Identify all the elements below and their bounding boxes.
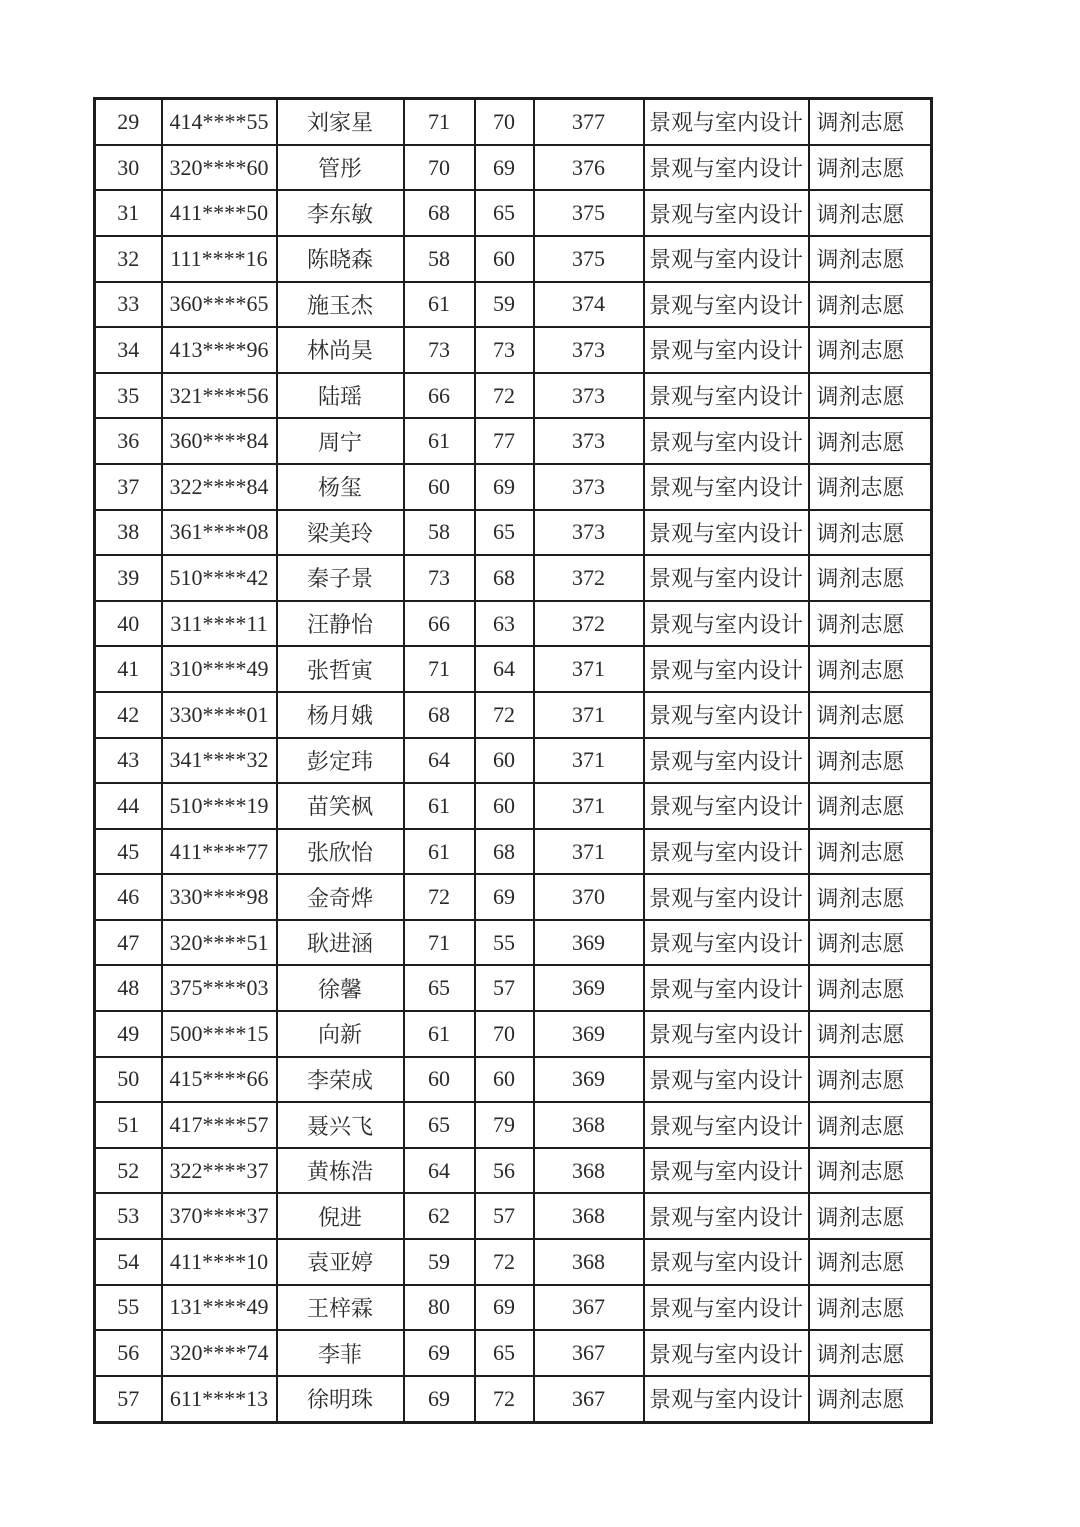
table-row [95,510,932,556]
cell-name: 徐馨 [277,965,404,1011]
cell-score_1: 61 [404,282,475,328]
cell-name: 耿进涵 [277,920,404,966]
cell-serial_number: 36 [95,418,162,464]
table-row [95,373,932,419]
cell-serial_number: 52 [95,1148,162,1194]
cell-admission_type: 调剂志愿 [809,145,932,191]
cell-score_2: 63 [475,601,534,647]
cell-admission_type: 调剂志愿 [809,99,932,145]
cell-total_score: 367 [534,1330,644,1376]
cell-score_1: 65 [404,965,475,1011]
cell-exam_id_masked: 321****56 [162,373,277,419]
cell-major: 景观与室内设计 [644,236,809,282]
cell-admission_type: 调剂志愿 [809,1148,932,1194]
cell-total_score: 371 [534,783,644,829]
cell-major: 景观与室内设计 [644,738,809,784]
cell-name: 金奇烨 [277,874,404,920]
cell-score_2: 68 [475,555,534,601]
table-row [95,190,932,236]
results-table [93,97,933,1424]
cell-name: 王梓霖 [277,1285,404,1331]
cell-total_score: 371 [534,692,644,738]
cell-serial_number: 30 [95,145,162,191]
cell-admission_type: 调剂志愿 [809,190,932,236]
table-row [95,965,932,1011]
cell-score_1: 69 [404,1330,475,1376]
cell-serial_number: 55 [95,1285,162,1331]
cell-serial_number: 29 [95,99,162,145]
table-row [95,1330,932,1376]
table-row [95,646,932,692]
table-row [95,829,932,875]
cell-score_2: 57 [475,965,534,1011]
table-row [95,1102,932,1148]
table-row [95,738,932,784]
cell-score_1: 70 [404,145,475,191]
cell-exam_id_masked: 361****08 [162,510,277,556]
cell-name: 彭定玮 [277,738,404,784]
cell-total_score: 372 [534,555,644,601]
table-row [95,1148,932,1194]
cell-total_score: 374 [534,282,644,328]
cell-major: 景观与室内设计 [644,1057,809,1103]
table-row [95,236,932,282]
cell-exam_id_masked: 320****60 [162,145,277,191]
table-row [95,1011,932,1057]
cell-total_score: 368 [534,1102,644,1148]
cell-admission_type: 调剂志愿 [809,920,932,966]
cell-score_1: 65 [404,1102,475,1148]
cell-serial_number: 34 [95,327,162,373]
cell-score_1: 61 [404,783,475,829]
cell-score_2: 72 [475,1239,534,1285]
cell-serial_number: 57 [95,1376,162,1423]
cell-score_2: 65 [475,1330,534,1376]
cell-admission_type: 调剂志愿 [809,1011,932,1057]
cell-score_2: 64 [475,646,534,692]
cell-major: 景观与室内设计 [644,646,809,692]
cell-major: 景观与室内设计 [644,190,809,236]
cell-major: 景观与室内设计 [644,1285,809,1331]
cell-serial_number: 49 [95,1011,162,1057]
cell-total_score: 368 [534,1148,644,1194]
cell-exam_id_masked: 500****15 [162,1011,277,1057]
cell-major: 景观与室内设计 [644,601,809,647]
cell-serial_number: 48 [95,965,162,1011]
cell-exam_id_masked: 411****10 [162,1239,277,1285]
cell-score_2: 65 [475,510,534,556]
cell-major: 景观与室内设计 [644,920,809,966]
cell-admission_type: 调剂志愿 [809,236,932,282]
cell-score_2: 69 [475,145,534,191]
cell-major: 景观与室内设计 [644,1102,809,1148]
table-row [95,282,932,328]
cell-score_1: 61 [404,829,475,875]
table-row [95,99,932,145]
cell-major: 景观与室内设计 [644,1239,809,1285]
cell-score_1: 60 [404,1057,475,1103]
cell-major: 景观与室内设计 [644,327,809,373]
cell-major: 景观与室内设计 [644,1011,809,1057]
cell-name: 李菲 [277,1330,404,1376]
cell-admission_type: 调剂志愿 [809,510,932,556]
cell-admission_type: 调剂志愿 [809,464,932,510]
cell-serial_number: 43 [95,738,162,784]
cell-name: 刘家星 [277,99,404,145]
cell-score_1: 72 [404,874,475,920]
cell-total_score: 376 [534,145,644,191]
cell-name: 苗笑枫 [277,783,404,829]
cell-total_score: 367 [534,1376,644,1423]
cell-admission_type: 调剂志愿 [809,1239,932,1285]
cell-serial_number: 40 [95,601,162,647]
cell-total_score: 373 [534,464,644,510]
table-row [95,1193,932,1239]
cell-exam_id_masked: 320****74 [162,1330,277,1376]
cell-serial_number: 37 [95,464,162,510]
cell-total_score: 371 [534,738,644,784]
cell-major: 景观与室内设计 [644,874,809,920]
cell-score_2: 56 [475,1148,534,1194]
cell-name: 张哲寅 [277,646,404,692]
cell-serial_number: 42 [95,692,162,738]
cell-score_1: 58 [404,510,475,556]
cell-exam_id_masked: 341****32 [162,738,277,784]
cell-admission_type: 调剂志愿 [809,783,932,829]
cell-score_2: 60 [475,738,534,784]
cell-score_2: 59 [475,282,534,328]
cell-major: 景观与室内设计 [644,1376,809,1423]
cell-admission_type: 调剂志愿 [809,282,932,328]
cell-exam_id_masked: 111****16 [162,236,277,282]
cell-name: 林尚昊 [277,327,404,373]
cell-score_2: 69 [475,464,534,510]
cell-major: 景观与室内设计 [644,555,809,601]
cell-exam_id_masked: 413****96 [162,327,277,373]
cell-serial_number: 33 [95,282,162,328]
cell-score_2: 60 [475,236,534,282]
cell-exam_id_masked: 310****49 [162,646,277,692]
cell-exam_id_masked: 411****77 [162,829,277,875]
cell-score_1: 66 [404,373,475,419]
cell-total_score: 377 [534,99,644,145]
cell-admission_type: 调剂志愿 [809,1057,932,1103]
cell-total_score: 369 [534,965,644,1011]
cell-score_1: 71 [404,920,475,966]
cell-score_1: 59 [404,1239,475,1285]
cell-name: 管彤 [277,145,404,191]
cell-admission_type: 调剂志愿 [809,1193,932,1239]
cell-serial_number: 35 [95,373,162,419]
cell-score_2: 79 [475,1102,534,1148]
cell-total_score: 375 [534,236,644,282]
cell-score_2: 57 [475,1193,534,1239]
cell-admission_type: 调剂志愿 [809,965,932,1011]
cell-name: 黄栋浩 [277,1148,404,1194]
cell-name: 李荣成 [277,1057,404,1103]
cell-admission_type: 调剂志愿 [809,874,932,920]
cell-score_2: 73 [475,327,534,373]
table-row [95,555,932,601]
cell-total_score: 373 [534,373,644,419]
cell-admission_type: 调剂志愿 [809,1376,932,1423]
cell-major: 景观与室内设计 [644,1330,809,1376]
cell-score_2: 77 [475,418,534,464]
table-row [95,1376,932,1423]
cell-total_score: 373 [534,327,644,373]
cell-exam_id_masked: 414****55 [162,99,277,145]
cell-major: 景观与室内设计 [644,464,809,510]
cell-score_1: 61 [404,1011,475,1057]
cell-serial_number: 54 [95,1239,162,1285]
cell-serial_number: 56 [95,1330,162,1376]
cell-exam_id_masked: 370****37 [162,1193,277,1239]
cell-serial_number: 39 [95,555,162,601]
cell-major: 景观与室内设计 [644,99,809,145]
cell-total_score: 368 [534,1239,644,1285]
cell-serial_number: 41 [95,646,162,692]
cell-score_1: 71 [404,99,475,145]
cell-name: 徐明珠 [277,1376,404,1423]
cell-name: 倪进 [277,1193,404,1239]
table-row [95,1239,932,1285]
cell-name: 李东敏 [277,190,404,236]
cell-score_1: 66 [404,601,475,647]
cell-score_2: 55 [475,920,534,966]
cell-admission_type: 调剂志愿 [809,646,932,692]
cell-admission_type: 调剂志愿 [809,692,932,738]
cell-exam_id_masked: 417****57 [162,1102,277,1148]
cell-name: 秦子景 [277,555,404,601]
cell-exam_id_masked: 322****37 [162,1148,277,1194]
table-row [95,692,932,738]
table-row [95,418,932,464]
cell-total_score: 370 [534,874,644,920]
cell-score_2: 69 [475,1285,534,1331]
cell-score_1: 71 [404,646,475,692]
cell-name: 陆瑶 [277,373,404,419]
cell-score_1: 68 [404,190,475,236]
cell-exam_id_masked: 375****03 [162,965,277,1011]
cell-score_2: 72 [475,1376,534,1423]
cell-admission_type: 调剂志愿 [809,601,932,647]
cell-name: 周宁 [277,418,404,464]
cell-total_score: 367 [534,1285,644,1331]
cell-serial_number: 31 [95,190,162,236]
cell-score_2: 68 [475,829,534,875]
cell-major: 景观与室内设计 [644,783,809,829]
cell-exam_id_masked: 360****65 [162,282,277,328]
cell-total_score: 373 [534,510,644,556]
cell-score_1: 58 [404,236,475,282]
table-row [95,464,932,510]
cell-name: 汪静怡 [277,601,404,647]
cell-score_2: 65 [475,190,534,236]
results-table-body [95,99,932,1423]
cell-score_1: 69 [404,1376,475,1423]
cell-serial_number: 47 [95,920,162,966]
cell-serial_number: 44 [95,783,162,829]
table-row [95,783,932,829]
cell-score_2: 69 [475,874,534,920]
cell-total_score: 371 [534,829,644,875]
table-row [95,601,932,647]
cell-exam_id_masked: 131****49 [162,1285,277,1331]
table-row [95,874,932,920]
cell-score_2: 60 [475,783,534,829]
cell-serial_number: 32 [95,236,162,282]
table-row [95,920,932,966]
cell-total_score: 375 [534,190,644,236]
cell-total_score: 373 [534,418,644,464]
table-row [95,1285,932,1331]
cell-major: 景观与室内设计 [644,1193,809,1239]
cell-admission_type: 调剂志愿 [809,418,932,464]
cell-serial_number: 38 [95,510,162,556]
cell-score_2: 60 [475,1057,534,1103]
cell-total_score: 369 [534,920,644,966]
cell-admission_type: 调剂志愿 [809,1102,932,1148]
cell-major: 景观与室内设计 [644,965,809,1011]
cell-score_1: 62 [404,1193,475,1239]
cell-total_score: 368 [534,1193,644,1239]
cell-exam_id_masked: 322****84 [162,464,277,510]
cell-major: 景观与室内设计 [644,692,809,738]
cell-major: 景观与室内设计 [644,145,809,191]
table-row [95,145,932,191]
cell-exam_id_masked: 411****50 [162,190,277,236]
cell-total_score: 372 [534,601,644,647]
cell-exam_id_masked: 320****51 [162,920,277,966]
cell-score_1: 64 [404,738,475,784]
cell-major: 景观与室内设计 [644,510,809,556]
cell-name: 袁亚婷 [277,1239,404,1285]
cell-name: 施玉杰 [277,282,404,328]
cell-admission_type: 调剂志愿 [809,738,932,784]
cell-exam_id_masked: 330****01 [162,692,277,738]
cell-exam_id_masked: 330****98 [162,874,277,920]
cell-score_2: 72 [475,373,534,419]
cell-exam_id_masked: 360****84 [162,418,277,464]
cell-score_2: 70 [475,99,534,145]
cell-score_1: 60 [404,464,475,510]
cell-exam_id_masked: 415****66 [162,1057,277,1103]
cell-score_1: 61 [404,418,475,464]
cell-serial_number: 46 [95,874,162,920]
cell-total_score: 371 [534,646,644,692]
cell-score_2: 72 [475,692,534,738]
table-row [95,327,932,373]
cell-serial_number: 53 [95,1193,162,1239]
cell-major: 景观与室内设计 [644,373,809,419]
cell-name: 梁美玲 [277,510,404,556]
cell-major: 景观与室内设计 [644,829,809,875]
cell-score_2: 70 [475,1011,534,1057]
cell-serial_number: 50 [95,1057,162,1103]
cell-major: 景观与室内设计 [644,282,809,328]
cell-name: 聂兴飞 [277,1102,404,1148]
cell-admission_type: 调剂志愿 [809,373,932,419]
cell-exam_id_masked: 611****13 [162,1376,277,1423]
cell-total_score: 369 [534,1011,644,1057]
cell-serial_number: 51 [95,1102,162,1148]
cell-admission_type: 调剂志愿 [809,1330,932,1376]
cell-major: 景观与室内设计 [644,1148,809,1194]
cell-score_1: 73 [404,555,475,601]
cell-total_score: 369 [534,1057,644,1103]
cell-admission_type: 调剂志愿 [809,1285,932,1331]
cell-exam_id_masked: 510****19 [162,783,277,829]
cell-admission_type: 调剂志愿 [809,327,932,373]
cell-name: 杨月娥 [277,692,404,738]
cell-name: 杨玺 [277,464,404,510]
cell-admission_type: 调剂志愿 [809,555,932,601]
table-row [95,1057,932,1103]
cell-score_1: 73 [404,327,475,373]
cell-major: 景观与室内设计 [644,418,809,464]
cell-exam_id_masked: 510****42 [162,555,277,601]
cell-score_1: 68 [404,692,475,738]
cell-name: 向新 [277,1011,404,1057]
cell-admission_type: 调剂志愿 [809,829,932,875]
cell-exam_id_masked: 311****11 [162,601,277,647]
cell-name: 陈晓森 [277,236,404,282]
cell-score_1: 80 [404,1285,475,1331]
cell-score_1: 64 [404,1148,475,1194]
cell-name: 张欣怡 [277,829,404,875]
cell-serial_number: 45 [95,829,162,875]
